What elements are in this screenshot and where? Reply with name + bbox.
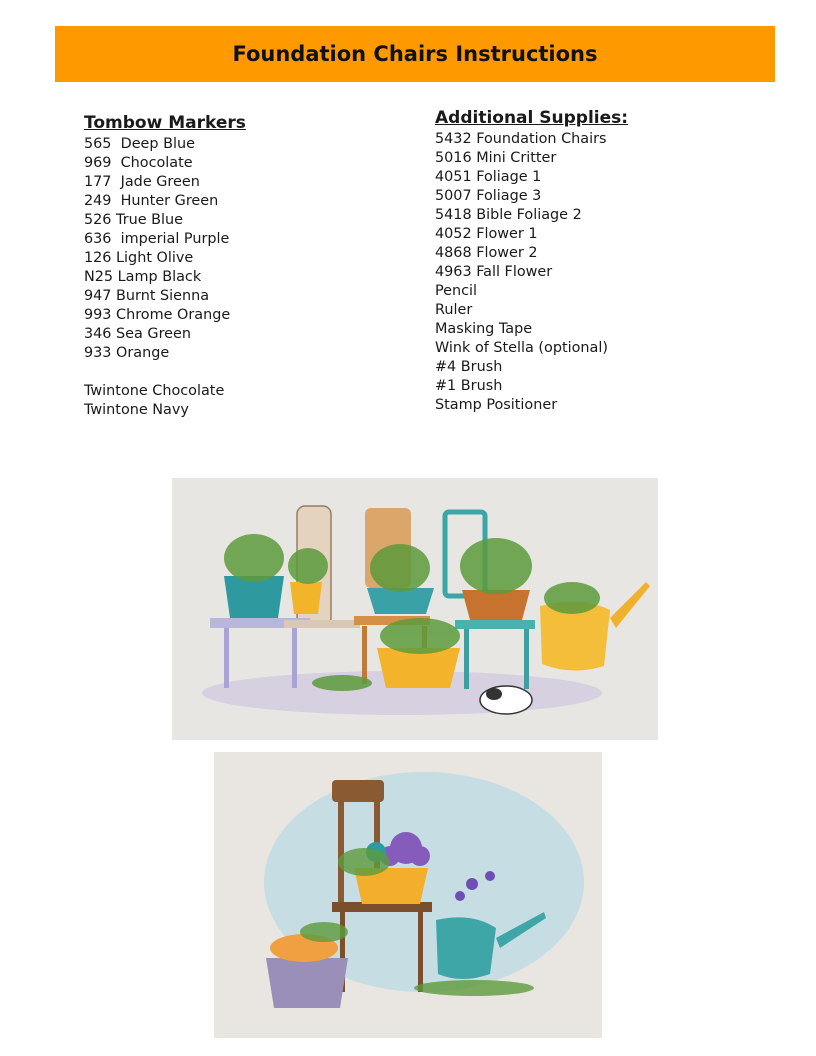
- title-banner: [55, 26, 775, 82]
- twintone-item: Twintone Chocolate: [84, 383, 225, 399]
- supplies-list: [435, 108, 628, 415]
- card-illustration-chairs: [172, 478, 658, 740]
- marker-item: 993 Chrome Orange: [84, 307, 231, 323]
- supply-item: Wink of Stella (optional): [435, 340, 608, 356]
- card-photo-chair-cat: [214, 752, 602, 1038]
- marker-item: 933 Orange: [84, 345, 170, 361]
- supply-item: Ruler: [435, 302, 473, 318]
- supply-item: Masking Tape: [435, 321, 533, 337]
- list-spacer: [84, 363, 246, 382]
- markers-list: [84, 113, 246, 420]
- markers-heading: Tombow Markers: [84, 113, 246, 133]
- supply-item: 5418 Bible Foliage 2: [435, 207, 582, 223]
- supply-item: 5432 Foundation Chairs: [435, 131, 607, 147]
- marker-item: 947 Burnt Sienna: [84, 288, 210, 304]
- twintone-item: Twintone Navy: [84, 402, 189, 418]
- marker-item: N25 Lamp Black: [84, 269, 202, 285]
- marker-item: 969 Chocolate: [84, 155, 193, 171]
- supply-item: 5016 Mini Critter: [435, 150, 557, 166]
- marker-item: 346 Sea Green: [84, 326, 192, 342]
- supply-item: #1 Brush: [435, 378, 503, 394]
- supplies-heading: Additional Supplies:: [435, 108, 629, 128]
- supply-item: 4052 Flower 1: [435, 226, 538, 242]
- marker-item: 565 Deep Blue: [84, 136, 195, 152]
- card-photo-chairs: [172, 478, 658, 740]
- marker-item: 177 Jade Green: [84, 174, 200, 190]
- supply-item: 4963 Fall Flower: [435, 264, 553, 280]
- supply-item: Pencil: [435, 283, 478, 299]
- supply-item: 5007 Foliage 3: [435, 188, 542, 204]
- card-illustration-chair-cat: [214, 752, 602, 1038]
- marker-item: 126 Light Olive: [84, 250, 194, 266]
- marker-item: 526 True Blue: [84, 212, 184, 228]
- marker-item: 249 Hunter Green: [84, 193, 219, 209]
- page-title: Foundation Chairs Instructions: [232, 42, 598, 66]
- marker-item: 636 imperial Purple: [84, 231, 230, 247]
- supply-item: 4051 Foliage 1: [435, 169, 542, 185]
- supply-item: Stamp Positioner: [435, 397, 558, 413]
- supply-item: 4868 Flower 2: [435, 245, 538, 261]
- supply-item: #4 Brush: [435, 359, 503, 375]
